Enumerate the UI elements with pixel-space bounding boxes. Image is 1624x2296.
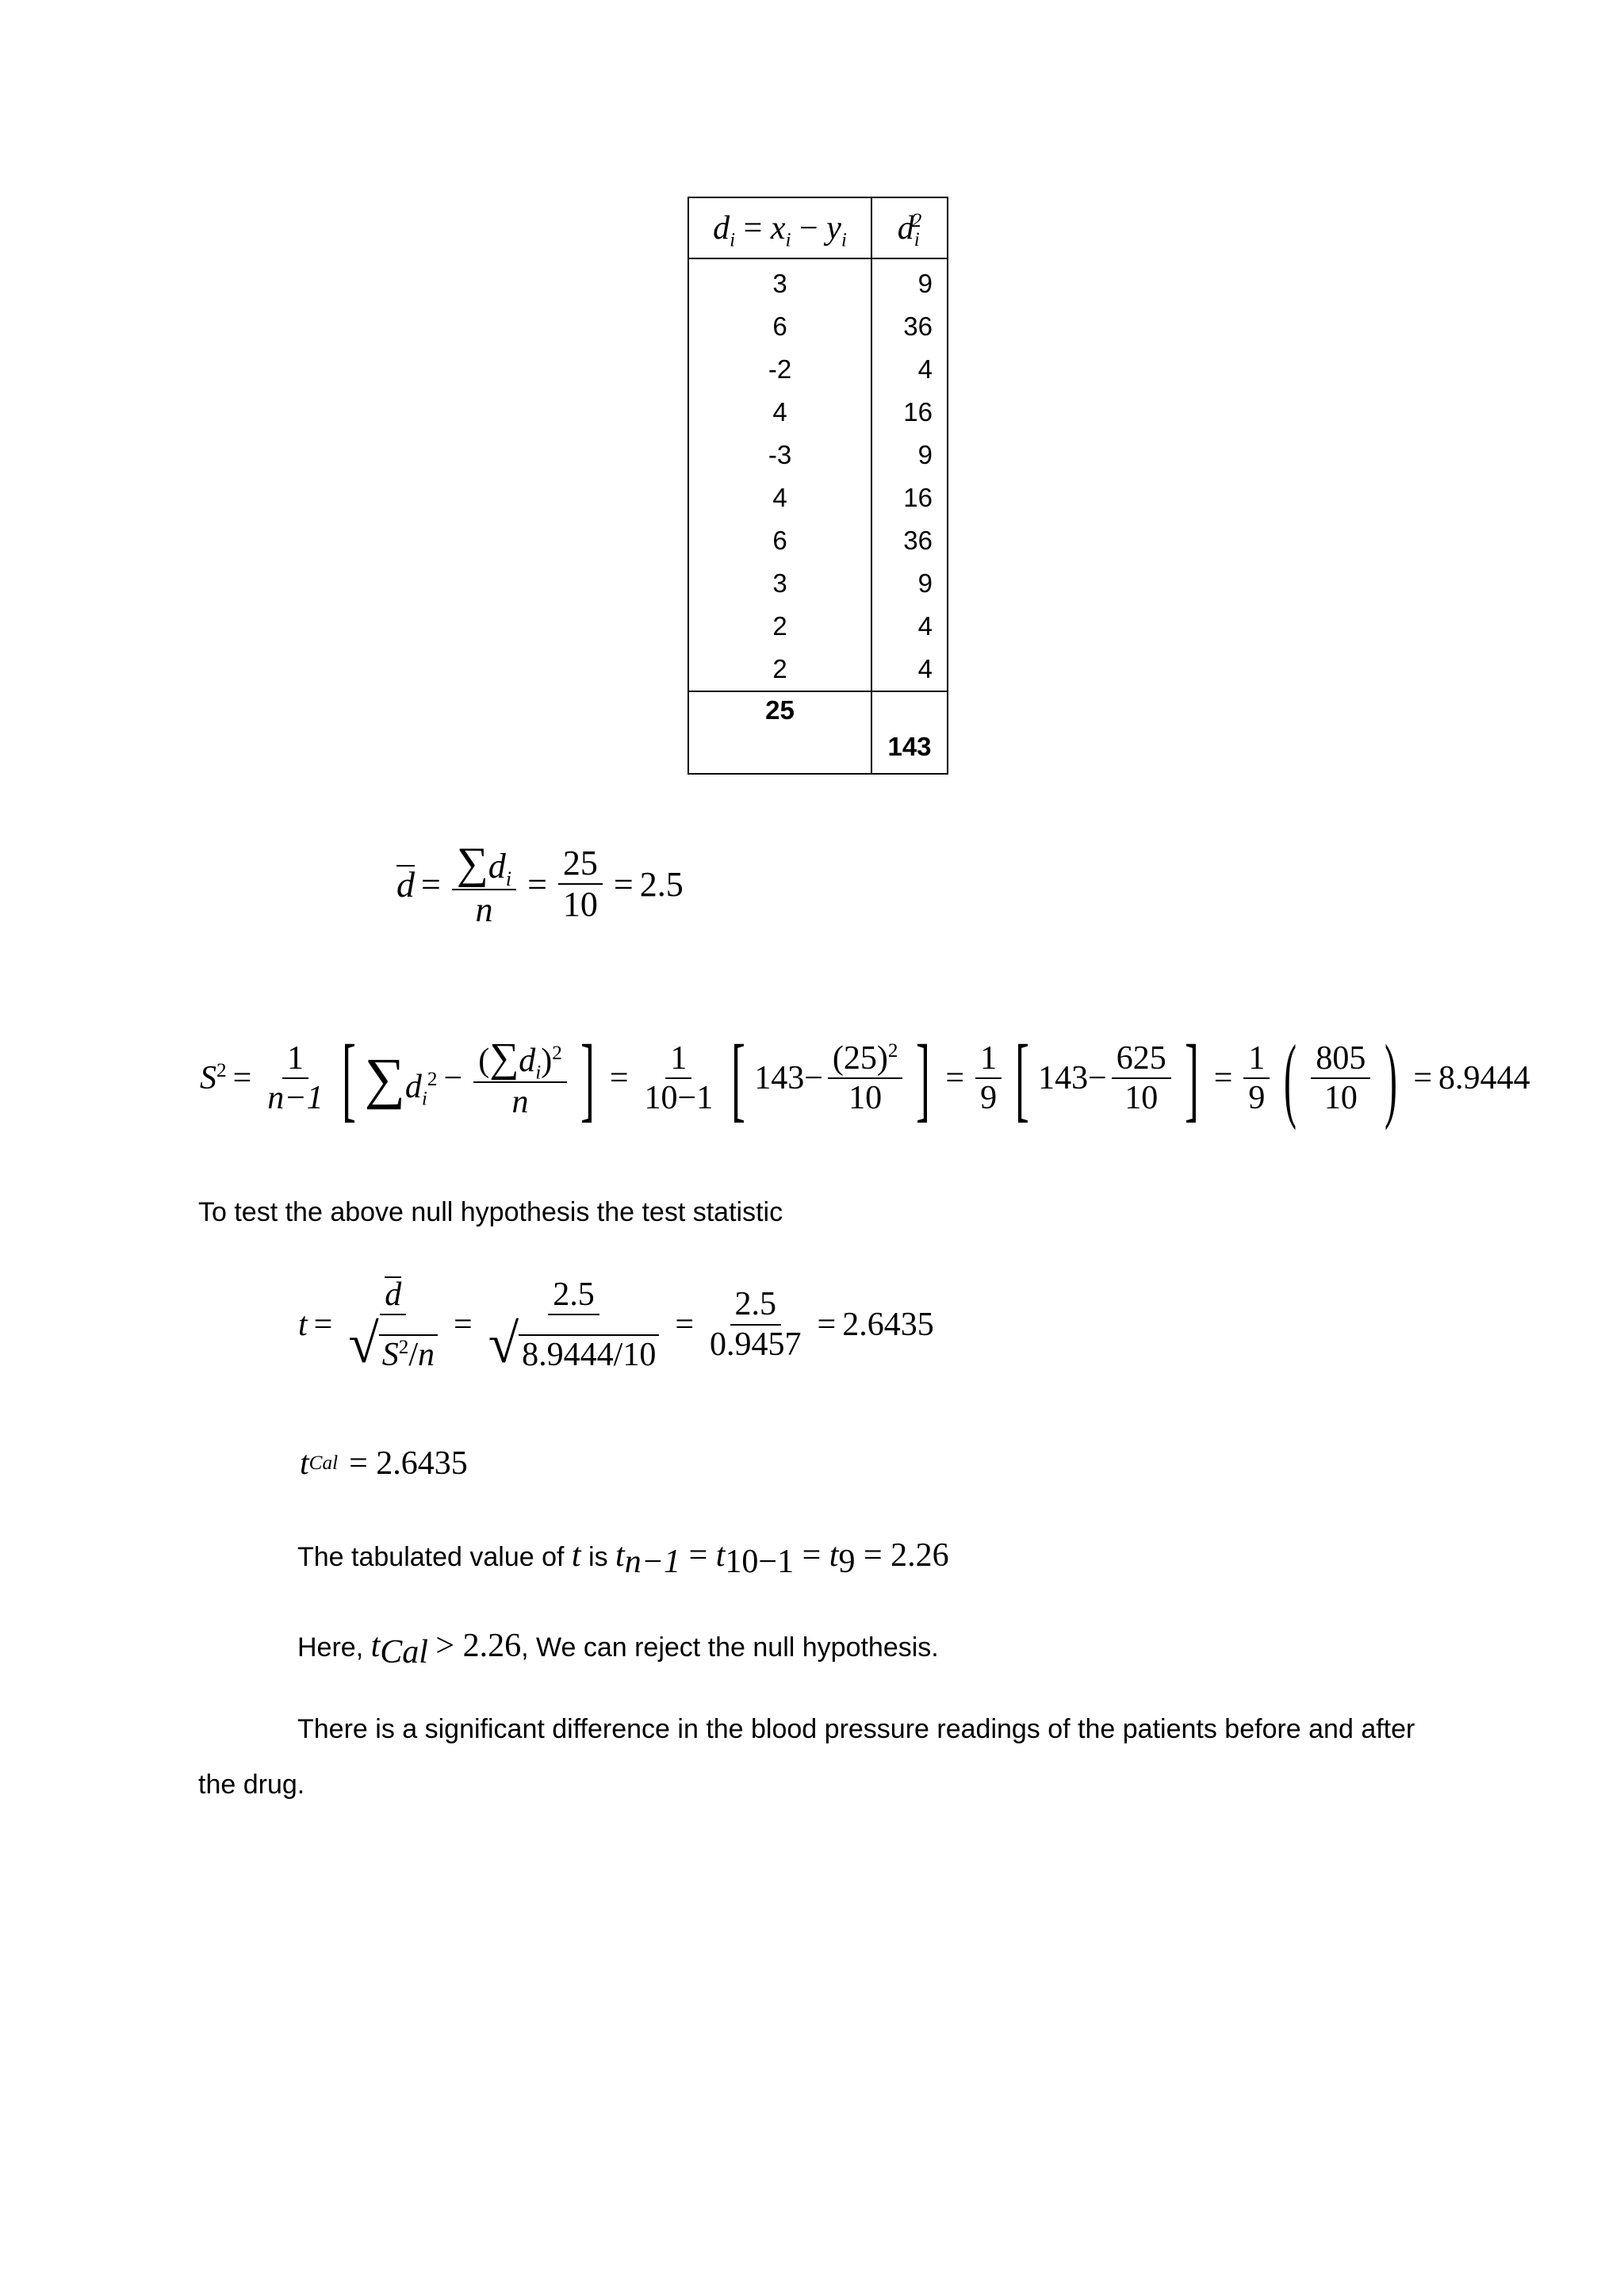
table-row [688, 391, 948, 434]
t-result: 2.6435 [842, 1306, 934, 1343]
intro-text: To test the above null hypothesis the test statistic [198, 1197, 783, 1227]
conclusion-line-2: the drug. [198, 1770, 305, 1800]
mean-equation: d = $\frac{\sum d_i}{n}$ = $\frac{25}{10}$ = 2.5 [396, 839, 684, 929]
cell-di: 4 [688, 476, 871, 519]
mean-fraction: $\frac{\sum d_i}{n}$ [452, 840, 516, 928]
t-cal-line: t Cal = 2.6435 [300, 1445, 468, 1482]
cell-di-squared: 9 [871, 258, 948, 305]
cell-di-squared: 9 [871, 434, 948, 476]
table-row [688, 476, 948, 519]
cell-di-squared: 36 [871, 305, 948, 348]
table-row [688, 434, 948, 476]
table-row [688, 605, 948, 648]
cell-di-squared: 36 [871, 519, 948, 562]
table-row [688, 519, 948, 562]
table-row [688, 562, 948, 605]
variance-equation: $S^2$ = $\frac{1}{n-1}$ [ $\sum d_i^2$ − $\frac{(\sum d_i)^2}{n}$ ] = $\frac{1}{10-1}$ [ 143− $\frac{(25)^2}{10}$ ] = $\frac{1}{9}$ [ 143− $\frac{625}{10}$ ] = $\frac{1}{9}$ ( $\frac{805}{10}$ ) = 8.9444 [200, 1025, 1530, 1131]
decision-line: Here, $t_{Cal} > 2.26$, We can reject the null hypothesis. [297, 1628, 939, 1670]
tabulated-value-line: The tabulated value of t is $t_{n-1} = t_{10-1} = t_9 = 2.26$ [297, 1537, 949, 1580]
table-row [688, 348, 948, 391]
cell-di-squared: 4 [871, 648, 948, 691]
cell-di: 3 [688, 562, 871, 605]
t-statistic-equation: t = d √ $S^2/n$ = 2.5 √ 8.9444/10 = $\frac{2.5}{0.9457}$ = 2.6435 [298, 1276, 934, 1376]
total-di-squared: 143 [871, 691, 948, 774]
cell-di: -2 [688, 348, 871, 391]
header-di-squared: $d_i^2$ [871, 197, 948, 258]
cell-di-squared: 16 [871, 391, 948, 434]
header-di: $d_i = x_i - y_i$ [688, 197, 871, 258]
total-di: 25 [688, 691, 871, 774]
mean-value-fraction: $\frac{25}{10}$ [558, 845, 603, 923]
conclusion-line-1: There is a significant difference in the blood pressure readings of the patients before and after [297, 1714, 1415, 1744]
table-row [688, 305, 948, 348]
d-bar: d [396, 864, 415, 905]
cell-di: 6 [688, 519, 871, 562]
cell-di-squared: 9 [871, 562, 948, 605]
cell-di: -3 [688, 434, 871, 476]
variance-result: 8.9444 [1438, 1060, 1530, 1096]
cell-di: 2 [688, 648, 871, 691]
cell-di: 6 [688, 305, 871, 348]
cell-di-squared: 4 [871, 605, 948, 648]
cell-di-squared: 16 [871, 476, 948, 519]
cell-di: 2 [688, 605, 871, 648]
table-total-row [688, 691, 948, 774]
cell-di-squared: 4 [871, 348, 948, 391]
table-header-row [688, 197, 948, 258]
table-row [688, 258, 948, 305]
mean-result: 2.5 [639, 864, 684, 904]
cell-di: 4 [688, 391, 871, 434]
differences-table [688, 197, 948, 775]
table-body [688, 258, 948, 774]
cell-di: 3 [688, 258, 871, 305]
table-row [688, 648, 948, 691]
